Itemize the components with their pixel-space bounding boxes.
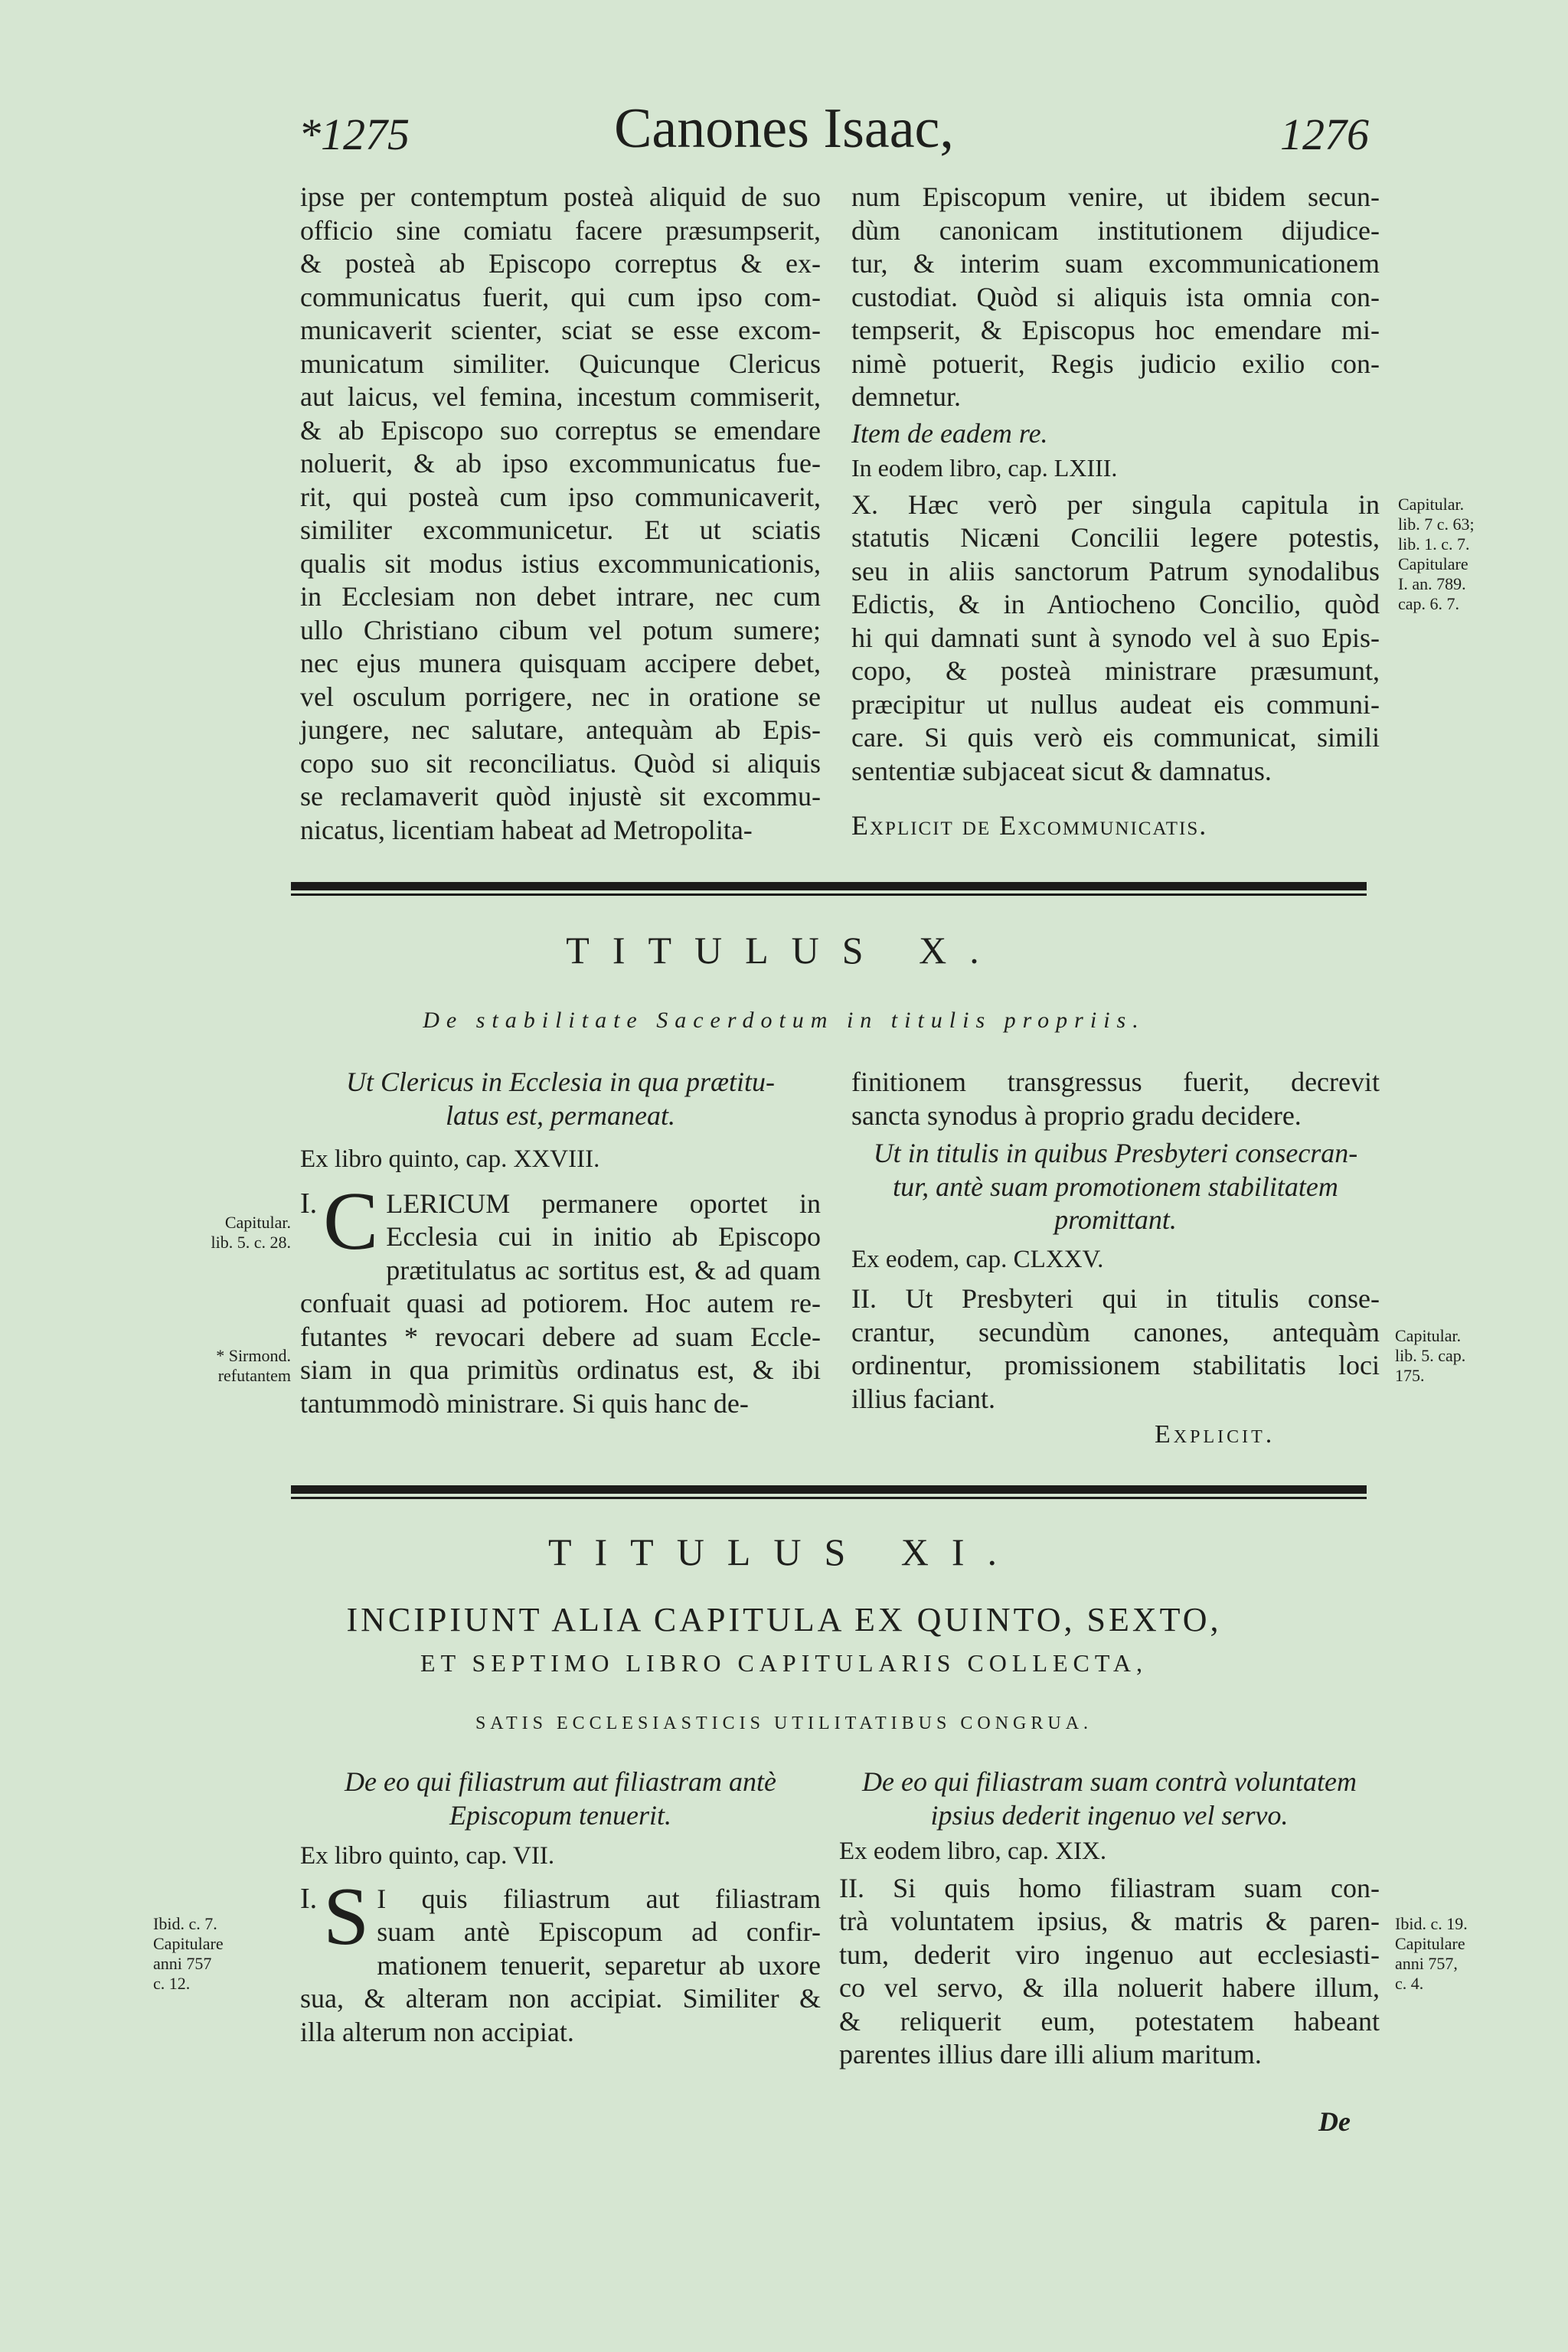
margin-note-capitular-7	[1398, 495, 1505, 614]
text-line: se reclamaverit quòd injustè sit excommu-	[300, 781, 821, 812]
chapter-heading-line: De eo qui filiastram suam contrà voluntatem	[862, 1766, 1357, 1797]
chapter-heading-line: tur, antè suam promotionem stabilitatem	[893, 1171, 1338, 1202]
section-rule	[291, 882, 1367, 896]
explicit-excommunicatis: Explicit de Excommunicatis.	[851, 810, 1208, 841]
text-line: municatum similiter. Quicunque Clericus	[300, 348, 821, 379]
text-line: statutis Nicæni Concilii legere potestis,	[851, 522, 1380, 553]
text-line: qualis sit modus istius excommunicationis,	[300, 547, 821, 579]
margin-note-line: lib. 7 c. 63;	[1398, 514, 1475, 534]
text-line: vel osculum porrigere, nec in oratione se	[300, 681, 821, 712]
text-line: confuait quasi ad potiorem. Hoc autem re-	[300, 1288, 821, 1318]
margin-note-line: c. 12.	[153, 1974, 191, 1993]
margin-note-line: cap. 6. 7.	[1398, 594, 1460, 613]
margin-note-line: Capitulare	[1398, 554, 1468, 573]
margin-note-line: anni 757,	[1395, 1954, 1458, 1973]
chapter-number: I.	[300, 1882, 318, 1915]
chapter-source: Ex libro quinto, cap. VII.	[300, 1842, 555, 1870]
text-line: Ecclesia cui in initio ab Episcopo	[386, 1221, 821, 1252]
chapter-heading-line: promittant.	[1054, 1204, 1177, 1235]
titulus-xi-heading: TITULUS XI.	[547, 1530, 1021, 1573]
chapter-heading-line: Ut Clericus in Ecclesia in qua prætitu-	[346, 1067, 775, 1097]
margin-note-line: Capitulare	[153, 1934, 224, 1953]
text-line: in Ecclesiam non debet intrare, nec cum	[300, 581, 821, 612]
text-line: similiter excommunicetur. Et ut sciatis	[300, 514, 821, 545]
text-line: parentes illius dare illi alium maritum.	[839, 2039, 1262, 2069]
text-line: I quis filiastrum aut filiastram	[377, 1883, 821, 1914]
item-source: In eodem libro, cap. LXIII.	[851, 454, 1118, 482]
titulus-x-right-column	[851, 1066, 1380, 1416]
margin-note-line: I. an. 789.	[1398, 574, 1466, 593]
titulus-xi-line2: ET SEPTIMO LIBRO CAPITULARIS COLLECTA,	[420, 1649, 1148, 1677]
text-line: ordinentur, promissionem stabilitatis loci	[851, 1350, 1380, 1380]
text-line: care. Si quis verò eis communicat, simili	[851, 722, 1380, 753]
text-line: futantes * revocari debere ad suam Eccle-	[300, 1321, 821, 1352]
section-rule	[291, 1485, 1367, 1499]
item-heading: Item de eadem re.	[851, 417, 1048, 449]
margin-note-sirmond	[168, 1346, 291, 1386]
chapter-source: Ex libro quinto, cap. XXVIII.	[300, 1145, 600, 1173]
chapter-source: Ex eodem, cap. CLXXV.	[851, 1245, 1104, 1273]
explicit-titulus-x: Explicit.	[1155, 1420, 1276, 1449]
text-line: præcipitur ut nullus audeat eis communi-	[851, 688, 1380, 720]
text-line: LERICUM permanere oportet in	[386, 1187, 821, 1219]
catchword: De	[1318, 2106, 1351, 2137]
chapter-number: I.	[300, 1187, 318, 1220]
margin-note-line: * Sirmond.	[216, 1346, 291, 1365]
drop-cap: C	[323, 1175, 379, 1267]
left-page-number: *1275	[299, 109, 410, 159]
margin-note-ibid-19	[1395, 1914, 1510, 1994]
margin-note-line: anni 757	[153, 1954, 212, 1973]
margin-note-line: Capitulare	[1395, 1934, 1465, 1953]
titulus-x-heading: TITULUS X.	[566, 929, 1002, 972]
text-line: ipse per contemptum posteà aliquid de suo	[300, 181, 821, 212]
margin-note-line: Capitular.	[1395, 1326, 1462, 1345]
titulus-xi-right-column	[839, 1766, 1380, 2072]
text-line: communicatus fuerit, qui cum ipso com-	[300, 281, 821, 312]
text-line: illius faciant.	[851, 1383, 995, 1414]
text-line: nicatus, licentiam habeat ad Metropolita-	[300, 814, 753, 845]
right-page-number: 1276	[1280, 109, 1369, 159]
text-line: finitionem transgressus fuerit, decrevit	[851, 1067, 1380, 1097]
text-line: officio sine comiatu facere præsumpserit,	[300, 214, 821, 246]
margin-note-line: lib. 5. cap.	[1395, 1346, 1466, 1365]
chapter-source: Ex eodem libro, cap. XIX.	[839, 1838, 1107, 1865]
text-line: trà voluntatem ipsius, & matris & paren-	[839, 1906, 1380, 1936]
chapter-heading-line: ipsius dederit ingenuo vel servo.	[930, 1799, 1289, 1831]
text-line: num Episcopum venire, ut ibidem secun-	[851, 181, 1380, 212]
text-line: sua, & alteram non accipiat. Similiter &	[300, 1983, 821, 2014]
margin-note-line: Capitular.	[224, 1213, 291, 1232]
text-line: seu in aliis sanctorum Patrum synodalibus	[851, 555, 1380, 586]
text-line: dùm canonicam institutionem dijudice-	[851, 214, 1380, 246]
text-line: rit, qui posteà cum ipso communicaverit,	[300, 481, 821, 512]
text-line: noluerit, & ab ipso excommunicatus fue-	[300, 448, 821, 479]
margin-note-line: refutantem	[217, 1366, 291, 1385]
titulus-xi-left-column	[300, 1766, 821, 2049]
text-line: co vel servo, & illa noluerit habere illum,	[839, 1972, 1380, 2003]
margin-note-line: Capitular.	[1398, 495, 1465, 514]
titulus-xi-line1: INCIPIUNT ALIA CAPITULA EX QUINTO, SEXTO,	[346, 1601, 1222, 1638]
text-line: copo, & posteà ministrare præsumunt,	[851, 655, 1380, 686]
titulus-x-left-column	[300, 1066, 821, 1420]
text-line: illa alterum non accipiat.	[300, 2016, 574, 2047]
text-line: nimè potuerit, Regis judicio exilio con-	[851, 348, 1380, 379]
margin-note-ibid-7	[153, 1914, 268, 1994]
text-line: tempserit, & Episcopus hoc emendare mi-	[851, 315, 1380, 345]
text-line: tum, dederit viro ingenuo aut ecclesiasti-	[839, 1939, 1380, 1970]
text-line: & posteà ab Episcopo correptus & ex-	[300, 248, 821, 279]
text-line: II. Ut Presbyteri qui in titulis conse-	[851, 1283, 1380, 1314]
text-line: mationem tenuerit, separetur ab uxore	[377, 1949, 821, 1981]
text-line: aut laicus, vel femina, incestum commiserit,	[300, 381, 821, 412]
margin-note-line: Ibid. c. 7.	[153, 1914, 217, 1933]
text-line: X. Hæc verò per singula capitula in	[851, 488, 1380, 520]
text-line: nec ejus munera quisquam accipere debet,	[300, 648, 821, 678]
text-line: suam antè Episcopum ad confir-	[377, 1916, 821, 1947]
margin-note-line: c. 4.	[1395, 1974, 1424, 1993]
text-line: prætitulatus ac sortitus est, & ad quam	[386, 1254, 821, 1285]
text-line: municaverit scienter, sciat se esse excom-	[300, 315, 821, 345]
margin-note-capitular-5	[184, 1213, 291, 1253]
text-line: jungere, nec salutare, antequàm ab Epis-	[300, 714, 821, 745]
text-line: copo suo sit reconciliatus. Quòd si aliquis	[300, 747, 821, 779]
chapter-heading-line: Episcopum tenuerit.	[449, 1799, 671, 1831]
margin-note-line: lib. 1. c. 7.	[1398, 534, 1470, 554]
section1-left-column	[300, 181, 821, 847]
text-line: sancta synodus à proprio gradu decidere.	[851, 1099, 1302, 1131]
titulus-x-subtitle: De stabilitate Sacerdotum in titulis propriis.	[423, 1008, 1145, 1033]
text-line: tantummodò ministrare. Si quis hanc de-	[300, 1387, 749, 1419]
text-line: sententiæ subjaceat sicut & damnatus.	[851, 755, 1272, 786]
margin-note-line: Ibid. c. 19.	[1395, 1914, 1468, 1933]
titulus-xi-line3: SATIS ECCLESIASTICIS UTILITATIBUS CONGRUA.	[475, 1713, 1093, 1733]
text-line: hi qui damnati sunt à synodo vel à suo Epis-	[851, 622, 1380, 653]
section1-right-column	[851, 181, 1380, 843]
text-line: custodiat. Quòd si aliquis ista omnia con-	[851, 281, 1380, 312]
text-line: tur, & interim suam excommunicationem	[851, 248, 1380, 279]
margin-note-line: 175.	[1395, 1366, 1425, 1385]
text-line: Edictis, & in Antiocheno Concilio, quòd	[851, 589, 1380, 619]
page-title: Canones Isaac,	[614, 97, 954, 160]
chapter-heading-line: De eo qui filiastrum aut filiastram antè	[345, 1766, 776, 1797]
text-line: & reliquerit eum, potestatem habeant	[839, 2005, 1380, 2037]
margin-note-line: lib. 5. c. 28.	[211, 1233, 291, 1252]
text-line: & ab Episcopo suo correptus se emendare	[300, 414, 821, 446]
text-line: siam in qua primitùs ordinatus est, & ibi	[300, 1354, 821, 1385]
text-line: ullo Christiano cibum vel potum sumere;	[300, 614, 821, 645]
chapter-heading-line: Ut in titulis in quibus Presbyteri consecran-	[873, 1138, 1358, 1168]
text-line: II. Si quis homo filiastram suam con-	[839, 1872, 1380, 1903]
margin-note-capitular-175	[1395, 1326, 1510, 1386]
text-line: crantur, secundùm canones, antequàm	[851, 1316, 1380, 1348]
text-line: demnetur.	[851, 381, 961, 412]
chapter-heading-line: latus est, permaneat.	[446, 1099, 675, 1131]
drop-cap: S	[323, 1870, 370, 1962]
